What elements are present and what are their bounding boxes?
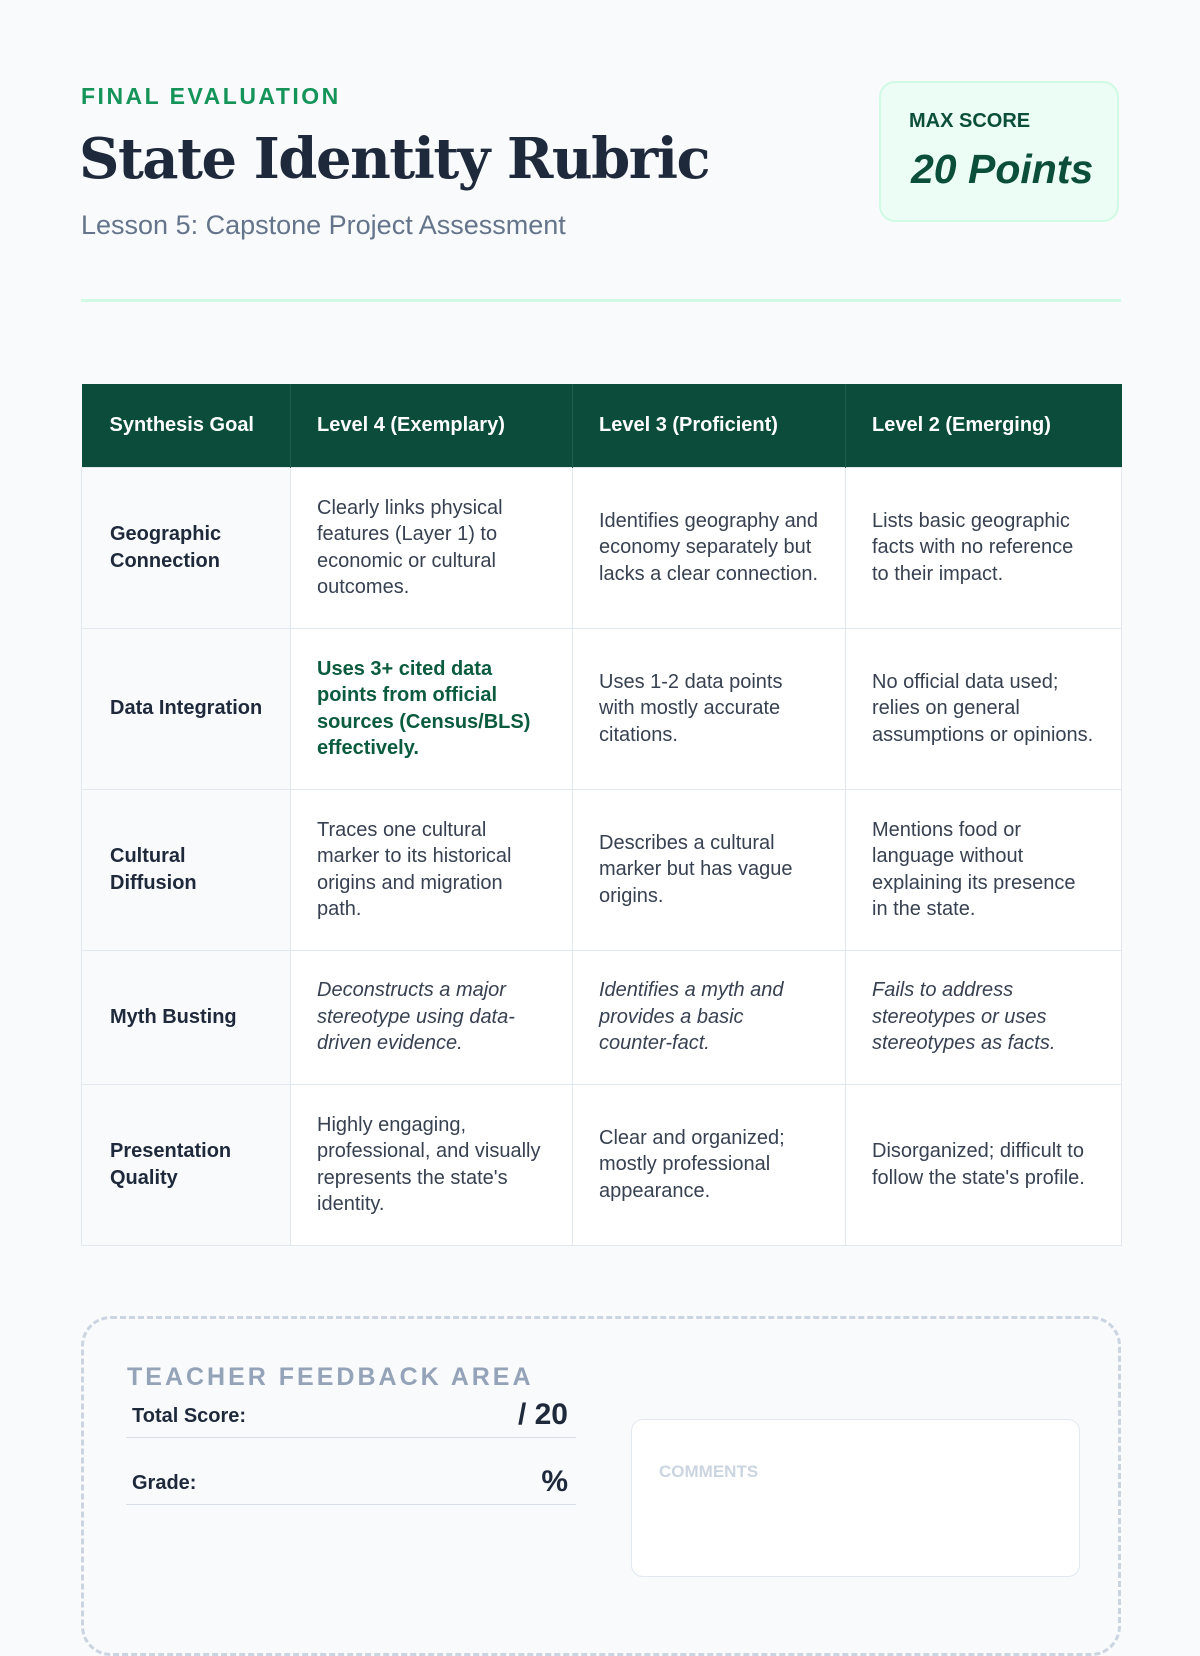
table-row [82, 628, 1122, 789]
level2-cell: Fails to address stereotypes or uses stereotypes as facts. [846, 950, 1122, 1084]
total-score-field[interactable] [126, 1391, 576, 1438]
column-header-goal: Synthesis Goal [82, 384, 291, 467]
level4-cell: Uses 3+ cited data points from official sources (Census/BLS) effectively. [291, 628, 573, 789]
page-subtitle: Lesson 5: Capstone Project Assessment [81, 210, 566, 240]
level4-cell: Clearly links physical features (Layer 1) to economic or cultural outcomes. [291, 467, 573, 628]
max-score-card [879, 81, 1119, 222]
teacher-feedback-area [81, 1316, 1121, 1656]
goal-cell: Cultural Diffusion [82, 789, 291, 950]
level4-cell: Highly engaging, professional, and visually represents the state's identity. [291, 1084, 573, 1245]
goal-cell: Myth Busting [82, 950, 291, 1084]
max-score-value: 20 Points [911, 146, 1094, 192]
eyebrow-label: FINAL EVALUATION [81, 83, 341, 109]
level2-cell: Disorganized; difficult to follow the state's profile. [846, 1084, 1122, 1245]
max-score-label: MAX SCORE [909, 110, 1031, 132]
comments-box[interactable] [631, 1419, 1080, 1577]
level4-cell: Deconstructs a major stereotype using data-driven evidence. [291, 950, 573, 1084]
level3-cell: Describes a cultural marker but has vague origins. [573, 789, 846, 950]
table-row [82, 467, 1122, 628]
level2-cell: Lists basic geographic facts with no reference to their impact. [846, 467, 1122, 628]
total-score-label: Total Score: [132, 1405, 247, 1427]
column-header-level2: Level 2 (Emerging) [846, 384, 1122, 467]
goal-cell: Data Integration [82, 628, 291, 789]
rubric-table [81, 384, 1122, 1246]
header-divider [81, 299, 1121, 302]
table-row [82, 950, 1122, 1084]
rubric-header-row [82, 384, 1122, 467]
goal-cell: Presentation Quality [82, 1084, 291, 1245]
level2-cell: No official data used; relies on general assumptions or opinions. [846, 628, 1122, 789]
level3-cell: Clear and organized; mostly professional appearance. [573, 1084, 846, 1245]
level3-cell: Identifies geography and economy separately but lacks a clear connection. [573, 467, 846, 628]
level2-cell: Mentions food or language without explaining its presence in the state. [846, 789, 1122, 950]
page-title: State Identity Rubric [79, 126, 710, 192]
level3-cell: Uses 1-2 data points with mostly accurate citations. [573, 628, 846, 789]
column-header-level3: Level 3 (Proficient) [573, 384, 846, 467]
table-row [82, 789, 1122, 950]
level3-cell: Identifies a myth and provides a basic counter-fact. [573, 950, 846, 1084]
grade-field[interactable] [126, 1458, 576, 1505]
goal-cell: Geographic Connection [82, 467, 291, 628]
feedback-title: TEACHER FEEDBACK AREA [127, 1363, 534, 1391]
level4-cell: Traces one cultural marker to its historical origins and migration path. [291, 789, 573, 950]
column-header-level4: Level 4 (Exemplary) [291, 384, 573, 467]
total-score-suffix: / 20 [517, 1398, 568, 1431]
table-row [82, 1084, 1122, 1245]
grade-suffix: % [541, 1465, 568, 1498]
comments-placeholder: COMMENTS [659, 1462, 759, 1481]
grade-label: Grade: [132, 1472, 197, 1494]
